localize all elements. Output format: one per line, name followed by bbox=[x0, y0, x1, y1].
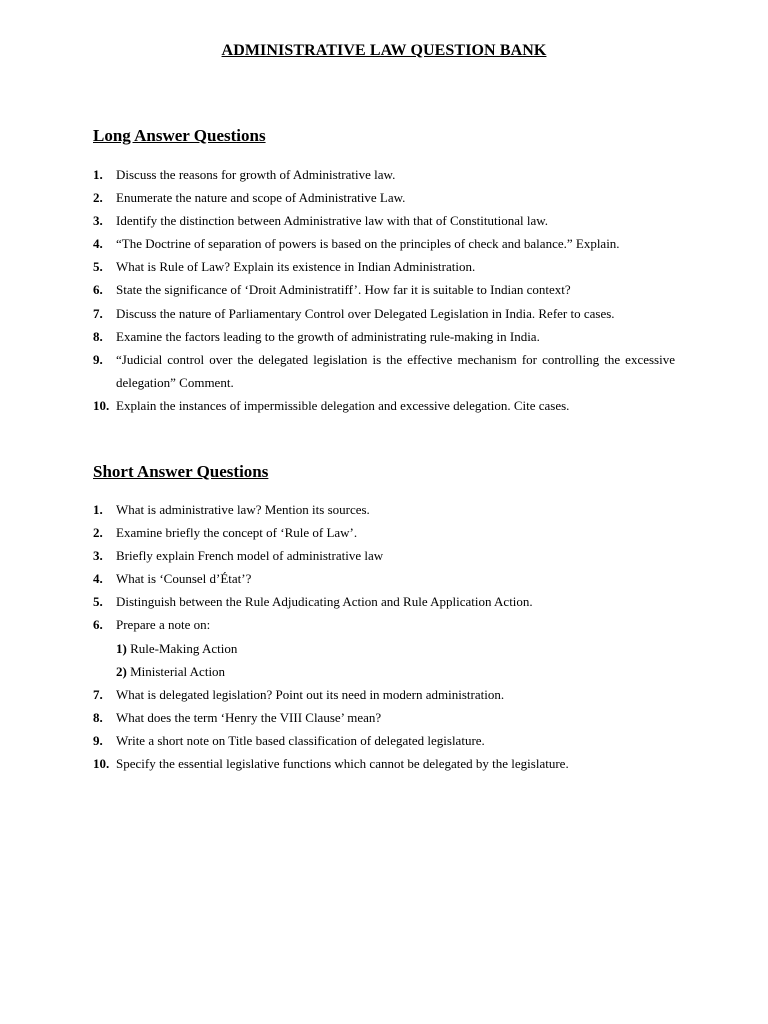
question-number: 5. bbox=[93, 594, 103, 610]
sub-item-text: Ministerial Action bbox=[126, 663, 226, 679]
sub-item-number: 2) bbox=[116, 663, 127, 679]
question-text: State the significance of ‘Droit Administratiff’. How far it is suitable to Indian context? bbox=[116, 282, 571, 298]
question-text: What is administrative law? Mention its sources. bbox=[116, 502, 370, 517]
short-question-8 bbox=[93, 706, 675, 729]
short-question-6 bbox=[93, 613, 675, 636]
long-question-3 bbox=[93, 209, 675, 232]
question-text: Discuss the nature of Parliamentary Control over Delegated Legislation in India. Refer to cases. bbox=[116, 305, 615, 321]
question-number: 10. bbox=[93, 397, 110, 413]
question-number: 5. bbox=[93, 259, 103, 275]
question-text: “Judicial control over the delegated legislation is the effective mechanism for controlling the excessive delegation” Comment. bbox=[116, 351, 675, 390]
question-number: 7. bbox=[93, 686, 103, 702]
short-answer-list bbox=[93, 498, 675, 775]
long-question-10 bbox=[93, 394, 675, 417]
question-number: 1. bbox=[93, 502, 103, 517]
question-number: 3. bbox=[93, 548, 103, 564]
long-answer-list bbox=[93, 163, 675, 417]
question-text: What is Rule of Law? Explain its existence in Indian Administration. bbox=[116, 259, 476, 275]
long-question-5 bbox=[93, 255, 675, 278]
document-title: ADMINISTRATIVE LAW QUESTION BANK bbox=[221, 42, 547, 59]
short-question-7 bbox=[93, 683, 675, 706]
question-number: 4. bbox=[93, 571, 103, 587]
short-question-1 bbox=[93, 498, 675, 521]
sub-item-2 bbox=[93, 660, 675, 683]
question-number: 9. bbox=[93, 732, 103, 748]
question-number: 10. bbox=[93, 756, 110, 772]
question-number: 2. bbox=[93, 190, 103, 206]
question-text: Explain the instances of impermissible delegation and excessive delegation. Cite cases. bbox=[116, 397, 570, 413]
question-text: Discuss the reasons for growth of Administrative law. bbox=[116, 167, 396, 182]
question-text: Examine the factors leading to the growth of administrating rule-making in India. bbox=[116, 328, 540, 344]
long-question-6 bbox=[93, 278, 675, 301]
long-question-8 bbox=[93, 325, 675, 348]
question-text: Enumerate the nature and scope of Administrative Law. bbox=[116, 190, 406, 206]
question-text: Specify the essential legislative functions which cannot be delegated by the legislature. bbox=[116, 756, 569, 772]
short-question-10 bbox=[93, 752, 675, 775]
short-question-3 bbox=[93, 544, 675, 567]
question-number: 3. bbox=[93, 213, 103, 229]
question-text: Identify the distinction between Administrative law with that of Constitutional law. bbox=[116, 213, 549, 229]
question-number: 7. bbox=[93, 305, 103, 321]
long-question-1 bbox=[93, 163, 675, 186]
question-text: What is ‘Counsel d’État’? bbox=[116, 571, 252, 587]
long-question-2 bbox=[93, 186, 675, 209]
question-text: Write a short note on Title based classification of delegated legislature. bbox=[116, 732, 485, 748]
short-question-2 bbox=[93, 521, 675, 544]
question-number: 8. bbox=[93, 328, 103, 344]
question-number: 8. bbox=[93, 709, 103, 725]
question-text: Examine briefly the concept of ‘Rule of Law’. bbox=[116, 525, 358, 541]
question-number: 6. bbox=[93, 282, 103, 298]
question-number: 1. bbox=[93, 167, 103, 182]
question-text: Briefly explain French model of administrative law bbox=[116, 548, 384, 564]
short-question-9 bbox=[93, 729, 675, 752]
sub-item-number: 1) bbox=[116, 640, 127, 656]
long-question-9 bbox=[93, 348, 675, 394]
short-answer-heading: Short Answer Questions bbox=[93, 462, 269, 481]
question-text: What is delegated legislation? Point out its need in modern administration. bbox=[116, 686, 505, 702]
question-number: 9. bbox=[93, 351, 103, 367]
question-number: 6. bbox=[93, 617, 103, 633]
short-question-5 bbox=[93, 590, 675, 613]
long-answer-heading: Long Answer Questions bbox=[93, 126, 266, 145]
question-number: 4. bbox=[93, 236, 103, 252]
short-question-4 bbox=[93, 567, 675, 590]
question-text: Distinguish between the Rule Adjudicating Action and Rule Application Action. bbox=[116, 594, 533, 610]
question-text: “The Doctrine of separation of powers is based on the principles of check and balance.” Explain. bbox=[116, 236, 620, 252]
long-question-7 bbox=[93, 302, 675, 325]
sub-item-1 bbox=[93, 637, 675, 660]
question-text: Prepare a note on: bbox=[116, 617, 211, 633]
sub-item-text: Rule-Making Action bbox=[126, 640, 238, 656]
question-number: 2. bbox=[93, 525, 103, 541]
question-text: What does the term ‘Henry the VIII Clause’ mean? bbox=[116, 709, 382, 725]
long-question-4 bbox=[93, 232, 675, 255]
